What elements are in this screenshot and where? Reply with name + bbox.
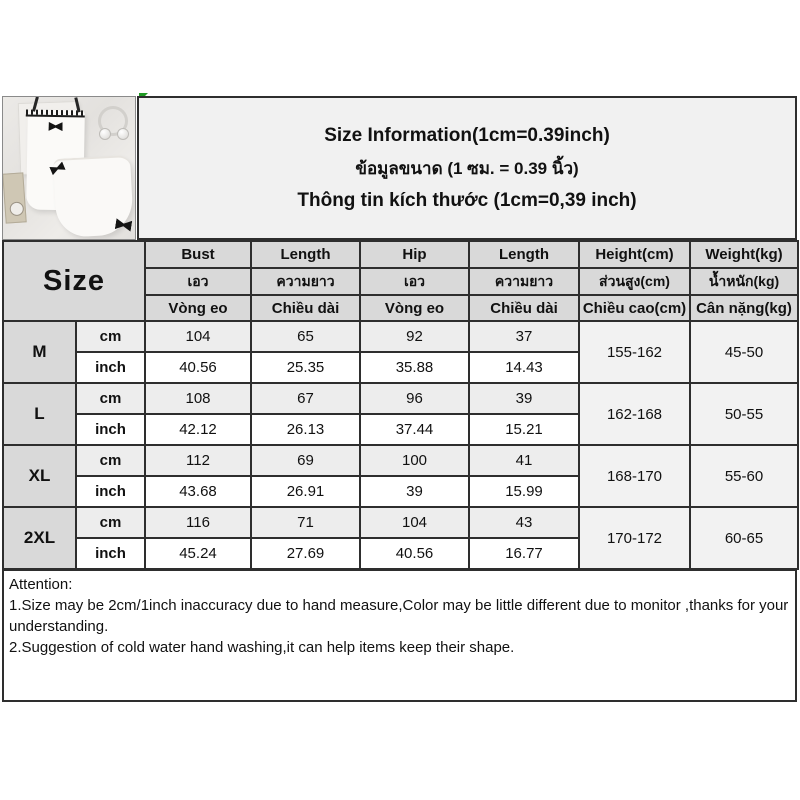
value-cell: 112 <box>145 445 251 476</box>
value-cell: 116 <box>145 507 251 538</box>
size-label-2xl: 2XL <box>3 507 76 569</box>
value-cell: 67 <box>251 383 360 414</box>
col-header-length: Length <box>251 241 360 268</box>
value-cell: 71 <box>251 507 360 538</box>
unit-inch: inch <box>76 476 145 507</box>
col-header-bust: Bust <box>145 241 251 268</box>
value-cell: 40.56 <box>145 352 251 383</box>
value-cell: 37 <box>469 321 579 352</box>
photo-bow-hem <box>115 218 133 231</box>
value-cell: 108 <box>145 383 251 414</box>
product-photo <box>2 96 136 240</box>
height-range-l: 162-168 <box>579 383 690 445</box>
photo-card <box>2 172 26 223</box>
unit-cm: cm <box>76 321 145 352</box>
col-header-hip-th: เอว <box>360 268 469 295</box>
table-row-l-cm <box>3 383 798 414</box>
title-block <box>137 96 797 240</box>
height-range-xl: 168-170 <box>579 445 690 507</box>
value-cell: 26.13 <box>251 414 360 445</box>
unit-inch: inch <box>76 538 145 569</box>
value-cell: 42.12 <box>145 414 251 445</box>
title-english: Size Information(1cm=0.39inch) <box>324 124 610 146</box>
height-range-m: 155-162 <box>579 321 690 383</box>
col-header-height-th: ส่วนสูง(cm) <box>579 268 690 295</box>
col-header-weight: Weight(kg) <box>690 241 798 268</box>
attention-line-1: 1.Size may be 2cm/1inch inaccuracy due to hand measure,Color may be little different due to monitor ,thanks for your understanding. <box>9 597 789 635</box>
col-header-weight-th: น้ำหนัก(kg) <box>690 268 798 295</box>
col-header-length2-vi: Chiều dài <box>469 295 579 321</box>
weight-range-2xl: 60-65 <box>690 507 798 569</box>
size-label-m: M <box>3 321 76 383</box>
value-cell: 16.77 <box>469 538 579 569</box>
value-cell: 14.43 <box>469 352 579 383</box>
value-cell: 43.68 <box>145 476 251 507</box>
col-header-bust-vi: Vòng eo <box>145 295 251 321</box>
size-header-cell: Size <box>3 241 145 321</box>
value-cell: 69 <box>251 445 360 476</box>
photo-headphones <box>96 106 132 148</box>
attention-heading: Attention: <box>9 576 73 593</box>
value-cell: 104 <box>360 507 469 538</box>
value-cell: 92 <box>360 321 469 352</box>
col-header-weight-vi: Cân nặng(kg) <box>690 295 798 321</box>
value-cell: 35.88 <box>360 352 469 383</box>
weight-range-m: 45-50 <box>690 321 798 383</box>
value-cell: 37.44 <box>360 414 469 445</box>
table-row-2xl-cm <box>3 507 798 538</box>
weight-range-l: 50-55 <box>690 383 798 445</box>
unit-cm: cm <box>76 507 145 538</box>
value-cell: 100 <box>360 445 469 476</box>
value-cell: 96 <box>360 383 469 414</box>
attention-note <box>2 569 797 702</box>
photo-shorts <box>53 155 134 238</box>
value-cell: 15.21 <box>469 414 579 445</box>
value-cell: 45.24 <box>145 538 251 569</box>
attention-line-2: 2.Suggestion of cold water hand washing,it can help items keep their shape. <box>9 639 515 656</box>
title-thai: ข้อมูลขนาด (1 ซม. = 0.39 นิ้ว) <box>355 158 579 178</box>
col-header-length-th: ความยาว <box>251 268 360 295</box>
photo-earcup-right <box>117 128 129 140</box>
value-cell: 43 <box>469 507 579 538</box>
photo-bow-chest <box>49 122 63 131</box>
title-vietnamese: Thông tin kích thước (1cm=0,39 inch) <box>297 189 637 211</box>
value-cell: 26.91 <box>251 476 360 507</box>
header-row-english <box>3 241 798 268</box>
unit-inch: inch <box>76 414 145 445</box>
size-label-l: L <box>3 383 76 445</box>
size-table <box>2 240 799 570</box>
weight-range-xl: 55-60 <box>690 445 798 507</box>
value-cell: 39 <box>469 383 579 414</box>
col-header-hip-vi: Vòng eo <box>360 295 469 321</box>
height-range-2xl: 170-172 <box>579 507 690 569</box>
col-header-length2: Length <box>469 241 579 268</box>
value-cell: 39 <box>360 476 469 507</box>
col-header-length2-th: ความยาว <box>469 268 579 295</box>
value-cell: 40.56 <box>360 538 469 569</box>
photo-earcup-left <box>99 128 111 140</box>
col-header-height: Height(cm) <box>579 241 690 268</box>
value-cell: 65 <box>251 321 360 352</box>
value-cell: 27.69 <box>251 538 360 569</box>
unit-cm: cm <box>76 383 145 414</box>
value-cell: 41 <box>469 445 579 476</box>
value-cell: 15.99 <box>469 476 579 507</box>
table-row-m-cm <box>3 321 798 352</box>
col-header-bust-th: เอว <box>145 268 251 295</box>
col-header-height-vi: Chiều cao(cm) <box>579 295 690 321</box>
unit-cm: cm <box>76 445 145 476</box>
table-row-xl-cm <box>3 445 798 476</box>
unit-inch: inch <box>76 352 145 383</box>
col-header-hip: Hip <box>360 241 469 268</box>
value-cell: 25.35 <box>251 352 360 383</box>
value-cell: 104 <box>145 321 251 352</box>
col-header-length-vi: Chiều dài <box>251 295 360 321</box>
size-label-xl: XL <box>3 445 76 507</box>
